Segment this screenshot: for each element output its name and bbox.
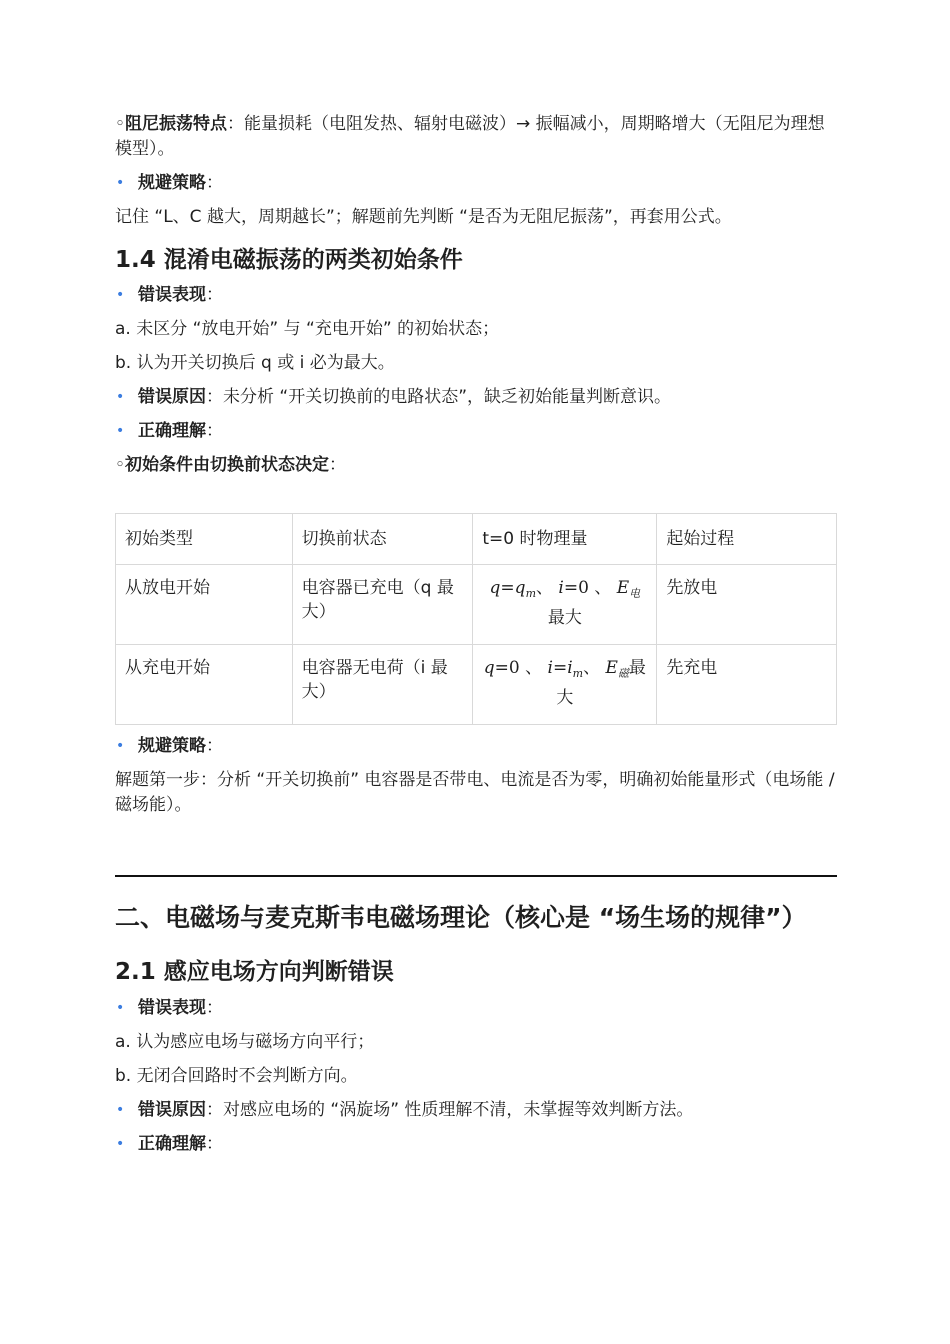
table-cell: 电容器无电荷（i 最大） [292, 645, 473, 725]
table-math-cell: q=0 、 $i=i_m$、 $E_磁$最大 [473, 645, 657, 725]
cause-bullet: • 错误原因：对感应电场的 “涡旋场” 性质理解不清，未掌握等效判断方法。 [115, 1098, 837, 1123]
table-math-cell: $q=q_m$、 i=0 、 $E_电$ 最大 [473, 565, 657, 645]
table-header-cell: t=0 时物理量 [473, 514, 657, 565]
error-item-a: a. 未区分 “放电开始” 与 “充电开始” 的初始状态； [115, 319, 500, 339]
initial-condition-table [115, 513, 837, 725]
strategy-label: 规避策略 [138, 736, 206, 756]
error-label: 错误表现 [138, 285, 206, 305]
correct-bullet: • 正确理解： [115, 1132, 837, 1157]
bullet-icon: • [116, 1136, 125, 1152]
bullet-icon: • [116, 738, 125, 754]
damping-paragraph: ◦阻尼振荡特点：能量损耗（电阻发热、辐射电磁波）→ 振幅减小，周期略增大（无阻尼为理想模型）。 [115, 114, 825, 159]
cause-label: 错误原因 [138, 387, 206, 407]
bullet-icon: • [116, 287, 125, 303]
error-bullet: • 错误表现： [115, 996, 837, 1021]
table-cell: 电容器已充电（q 最大） [292, 565, 473, 645]
table-cell: 先放电 [657, 565, 837, 645]
table-header-cell: 起始过程 [657, 514, 837, 565]
cause-text: 对感应电场的 “涡旋场” 性质理解不清，未掌握等效判断方法。 [223, 1100, 694, 1120]
table-cell: 先充电 [657, 645, 837, 725]
strategy-bullet: • 规避策略： [115, 734, 837, 759]
table-cell: 从充电开始 [116, 645, 293, 725]
table-header-cell: 初始类型 [116, 514, 293, 565]
correct-label: 正确理解 [138, 421, 206, 441]
strategy-text: 记住 “L、C 越大，周期越长”；解题前先判断 “是否为无阻尼振荡”，再套用公式。 [115, 207, 732, 227]
table-row [116, 645, 837, 725]
bullet-icon: • [116, 175, 125, 191]
correct-bullet: • 正确理解： [115, 419, 837, 444]
table-header-cell: 切换前状态 [292, 514, 473, 565]
error-item-b: b. 无闭合回路时不会判断方向。 [115, 1066, 358, 1086]
bullet-icon: • [116, 1102, 125, 1118]
document-page [115, 112, 837, 1157]
strategy-bullet: • 规避策略： [115, 171, 837, 196]
bullet-icon: • [116, 1000, 125, 1016]
cause-text: 未分析 “开关切换前的电路状态”，缺乏初始能量判断意识。 [223, 387, 672, 407]
error-label: 错误表现 [138, 998, 206, 1018]
cause-bullet: • 错误原因：未分析 “开关切换前的电路状态”，缺乏初始能量判断意识。 [115, 385, 837, 410]
sub-bullet-circle: ◦ [115, 114, 126, 134]
error-item-a: a. 认为感应电场与磁场方向平行； [115, 1032, 375, 1052]
correct-label: 正确理解 [138, 1134, 206, 1154]
table-row [116, 565, 837, 645]
strategy-text: 解题第一步：分析 “开关切换前” 电容器是否带电、电流是否为零，明确初始能量形式（电场能 / 磁场能）。 [115, 770, 835, 815]
error-bullet: • 错误表现： [115, 283, 837, 308]
section-divider [115, 875, 837, 877]
section-heading-1-4: 1.4 混淆电磁振荡的两类初始条件 [115, 247, 463, 273]
damping-text: 能量损耗（电阻发热、辐射电磁波）→ 振幅减小，周期略增大（无阻尼为理想模型）。 [115, 114, 825, 159]
section-heading-2: 二、电磁场与麦克斯韦电磁场理论（核心是 “场生场的规律”） [115, 903, 807, 932]
table-cell: 从放电开始 [116, 565, 293, 645]
table-header-row [116, 514, 837, 565]
section-heading-2-1: 2.1 感应电场方向判断错误 [115, 959, 394, 985]
bullet-icon: • [116, 389, 125, 405]
error-item-b: b. 认为开关切换后 q 或 i 必为最大。 [115, 353, 395, 373]
cause-label: 错误原因 [138, 1100, 206, 1120]
initial-condition-subheading: ◦初始条件由切换前状态决定： [115, 455, 347, 475]
bullet-icon: • [116, 423, 125, 439]
strategy-label: 规避策略 [138, 173, 206, 193]
damping-label: 阻尼振荡特点 [125, 114, 228, 134]
sub-bullet-circle: ◦ [115, 455, 126, 475]
